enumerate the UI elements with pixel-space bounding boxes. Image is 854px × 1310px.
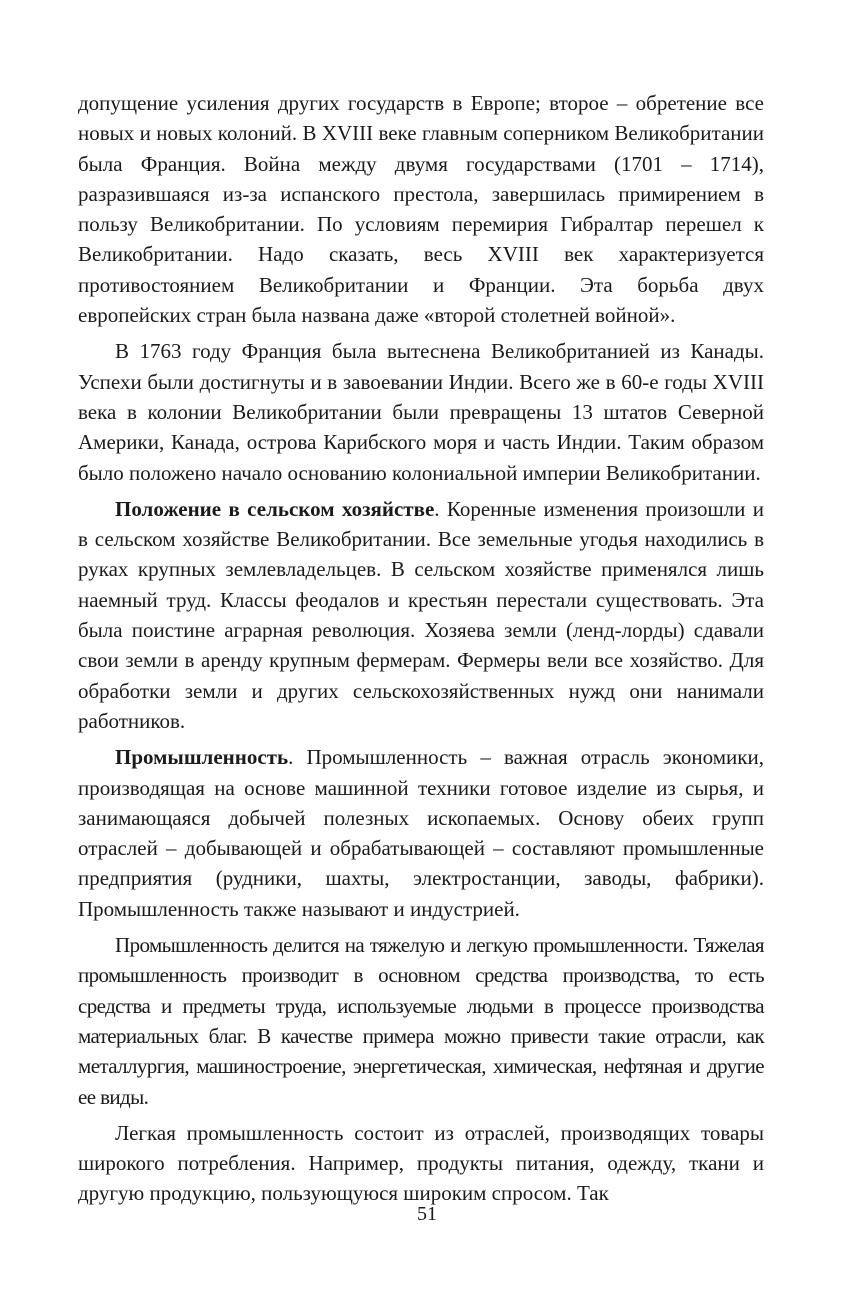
- page-number: 51: [417, 1203, 437, 1225]
- paragraph-1: [78, 88, 764, 330]
- paragraph-4: [78, 742, 764, 924]
- page-body: [78, 88, 764, 1215]
- paragraph-3: [78, 494, 764, 736]
- paragraph-5: [78, 930, 764, 1112]
- paragraph-4-text: . Промышленность – важная отрасль экономики, производящая на основе машинной техники готовое изделие из сырья, и занимающаяся добычей полезных ископаемых. Основу обеих групп отраслей – добывающей и обрабатывающей – составляют промышленные предприятия (рудники, шахты, электростанции, заводы, фабрики). Промышленность также называют и индустрией.: [78, 745, 764, 921]
- paragraph-3-lead: Положение в сельском хозяйстве: [115, 496, 435, 521]
- paragraph-1-text: допущение усиления других государств в Европе; второе – обретение все новых и новых колоний. В XVIII веке главным соперником Великобритании была Франция. Война между двумя государствами (1701 – 1714), разразившаяся из-за испанского престола, завершилась примирением в пользу Великобритании. По условиям перемирия Гибралтар перешел к Великобритании. Надо сказать, весь XVIII век характеризуется противостоянием Великобритании и Франции. Эта борьба двух европейских стран была названа даже «второй столетней войной».: [78, 91, 764, 328]
- paragraph-6-text: Легкая промышленность состоит из отраслей, производящих товары широкого потребления. Например, продукты питания, одежду, ткани и другую продукцию, пользующуюся широким спросом. Так: [78, 1120, 764, 1206]
- paragraph-3-text: . Коренные изменения произошли и в сельском хозяйстве Великобритании. Все земельные угодья находились в руках крупных землевладельцев. В сельском хозяйстве применялся лишь наемный труд. Классы феодалов и крестьян перестали существовать. Эта была поистине аграрная революция. Хозяева земли (ленд-лорды) сдавали свои земли в аренду крупным фермерам. Фермеры вели все хозяйство. Для обработки земли и других сельскохозяйственных нужд они нанимали работников.: [78, 496, 764, 733]
- paragraph-6: [78, 1118, 764, 1209]
- paragraph-5-text: Промышленность делится на тяжелую и легкую промышленности. Тяжелая промышленность производит в основном средства производства, то есть средства и предметы труда, используемые людьми в процессе производства материальных благ. В качестве примера можно привести такие отрасли, как металлургия, машиностроение, энергетическая, химическая, нефтяная и другие ее виды.: [78, 933, 764, 1109]
- paragraph-2: [78, 336, 764, 487]
- paragraph-2-text: В 1763 году Франция была вытеснена Великобританией из Канады. Успехи были достигнуты и в завоевании Индии. Всего же в 60-е годы XVIII века в колонии Великобритании были превращены 13 штатов Северной Америки, Канада, острова Карибского моря и часть Индии. Таким образом было положено начало основанию колониальной империи Великобритании.: [78, 339, 764, 485]
- paragraph-4-lead: Промышленность: [115, 745, 289, 770]
